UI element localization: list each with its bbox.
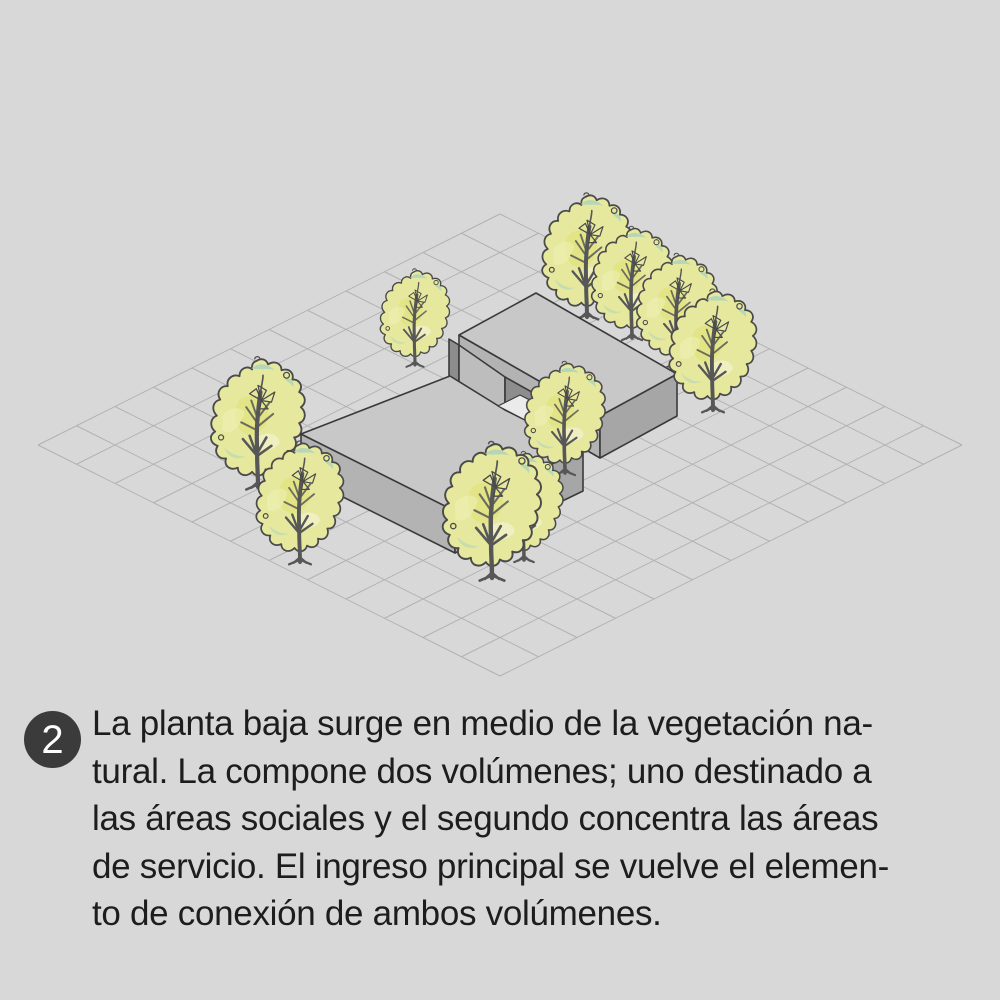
caption-line: de servicio. El ingreso principal se vuelve el elemen- [92,846,889,886]
caption-line: to de conexión de ambos volúmenes. [92,894,662,933]
caption-line: las áreas sociales y el segundo concentra las áreas [92,799,879,838]
caption-line: La planta baja surge en medio de la vegetación na- [92,704,873,743]
caption-line: tural. La compone dos volúmenes; uno destinado a [92,751,872,791]
step-number-badge: 2 [24,711,81,768]
caption-text [92,700,982,938]
